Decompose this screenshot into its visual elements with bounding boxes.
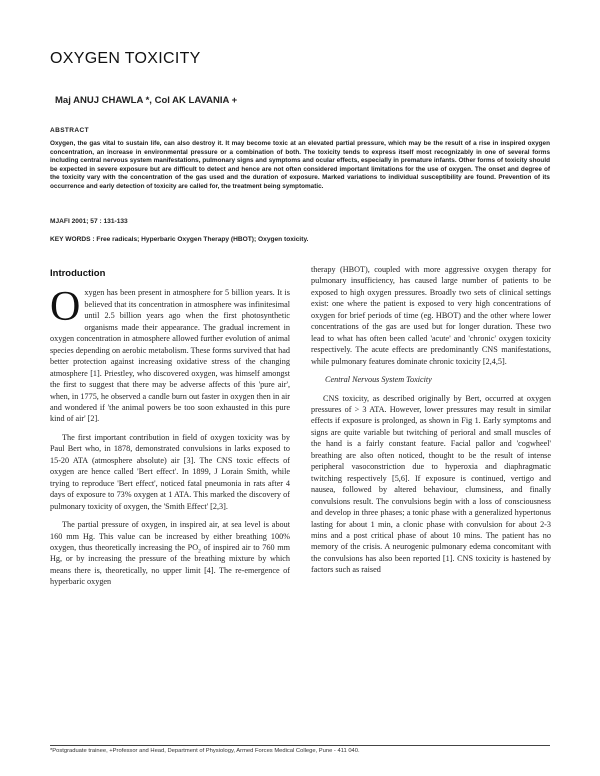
abstract-text: Oxygen, the gas vital to sustain life, can also destroy it. It may become toxic at an elevated partial pressure, which may be the result of a rise in inspired oxygen concentration, an increase in environmental pressure or a combination of both. The toxicity tends to express itself most recognizably in one of several forms including central nervous system manifestations, pulmonary signs and symptoms and ocular effects, especially in premature infants. Other forms of toxicity should be expected in severe exposure but are difficult to detect and hence are not often considered important limitations for the use of oxygen. The onset and degree of the toxicity vary with the concentration of the gas used and the duration of exposure. Marked variations to individual susceptibility are found. Prevention of its occurrence and early detection of toxicity are called for, the treatment being symptomatic. [50,140,550,190]
abstract-heading: ABSTRACT [50,127,89,134]
introduction-heading: Introduction [50,268,106,279]
footnote-divider [50,745,550,746]
intro-paragraph-2: The first important contribution in field of oxygen toxicity was by Paul Bert who, in 1878, demonstrated convulsions in larks exposed to 15-20 ATA (atmosphere absolute) air [3]. The CNS toxic effects of oxygen are hence called 'Bert effect'. In 1899, J Lorain Smith, while trying to reproduce 'Bert effect', noticed fatal pneumonia in rats after 4 days of exposure to 73% oxygen at 1 ATA. This marked the discovery of pulmonary toxicity of oxygen, the 'Smith Effect' [2,3]. [50,432,290,511]
intro-paragraph-3-part-a: The partial pressure of oxygen, in inspired air, at sea level is about 160 mm Hg. This value can be increased by either breathing 100% oxygen, thus theoretically increasing the PO [50,520,290,552]
keywords-line [50,236,308,243]
intro-paragraph-1-text: xygen has been present in atmosphere for 5 billion years. It is believed that its concentration in atmosphere was infinitesimal until 2.5 billion years ago when the first photosynthetic organisms made their appearance. The gradual increment in oxygen concentration in atmosphere allowed further evolution of animal species depending on aerobic metabolism. These forms survived that had better protection against increasing oxidative stress of the changing atmosphere [1]. Priestley, who discovered oxygen, was himself amongst the first to suggest that there may be adverse affects of this 'pure air', when, in 1775, he observed a candle burn out faster in oxygen then in air and wondered if 'the animal powers be too soon exhausted in this pure kind of air' [2]. [50,288,290,424]
intro-paragraph-3 [50,519,290,588]
keywords-list: Free radicals; Hyperbaric Oxygen Therapy (HBOT); Oxygen toxicity. [96,236,309,243]
intro-paragraph-3-part-b: of inspired air to 760 mm Hg, or by increasing the pressure of the breathing mixture by which means there is, theoretically, no upper limit [4]. The re-emergence of hyperbaric oxygen [50,542,290,587]
keywords-label: KEY WORDS : [50,236,95,243]
po2-subscript: 2 [198,548,201,555]
drop-cap: O [50,284,81,331]
left-column [50,268,290,595]
cns-toxicity-subheading: Central Nervous System Toxicity [325,375,432,385]
right-paragraph-1: therapy (HBOT), coupled with more aggressive oxygen therapy for pulmonary insufficiency, has caused large number of patients to be exposed to high oxygen pressures. Broadly two sets of clinical settings exist: one where the patient is exposed to very high concentrations of oxygen for brief periods of time (eg. HBOT) and the other where lower concentrations of the gas are used but for longer duration. These two lead to what has often been called 'acute' and 'chronic' oxygen toxicity respectively. The acute effects are predominantly CNS manifestations, while pulmonary features dominate chronic toxicity [2,4,5]. [311,265,551,366]
journal-citation: MJAFI 2001; 57 : 131-133 [50,218,128,225]
right-column [311,264,551,583]
footnote: *Postgraduate trainee, +Professor and Head, Department of Physiology, Armed Forces Medical College, Pune - 411 040. [50,748,360,754]
article-title: OXYGEN TOXICITY [50,50,201,67]
cns-toxicity-paragraph: CNS toxicity, as described originally by Bert, occurred at oxygen pressures of > 3 ATA. However, lower pressures may result in similar effects if exposure is prolonged, as shown in Fig 1. Early symptoms and signs are quite variable but twitching of perioral and small muscles of the hand is a fairly constant feature. Facial pallor and 'cogwheel' breathing are also often noticed, thought to be the result of intense peripheral vasoconstriction due to hyperoxia and diaphragmatic twitching respectively [5,6]. If exposure is continued, vertigo and nausea, followed by altered behaviour, clumsiness, and finally convulsions result. The convulsions begin with a loss of consciousness and develop in three phases; a tonic phase with a generalized hypertonus lasting for about 1 min, a clonic phase with convulsion for about 2-3 mins and a post critical phase of about 10 mins. The patient has no memory of the crisis. A neurogenic pulmonary edema concomitant with the convulsions has also been reported [1]. CNS toxicity is hastened by factors such as raised [311,393,551,575]
intro-paragraph-1 [50,284,290,424]
author-line: Maj ANUJ CHAWLA *, Col AK LAVANIA + [55,95,238,106]
